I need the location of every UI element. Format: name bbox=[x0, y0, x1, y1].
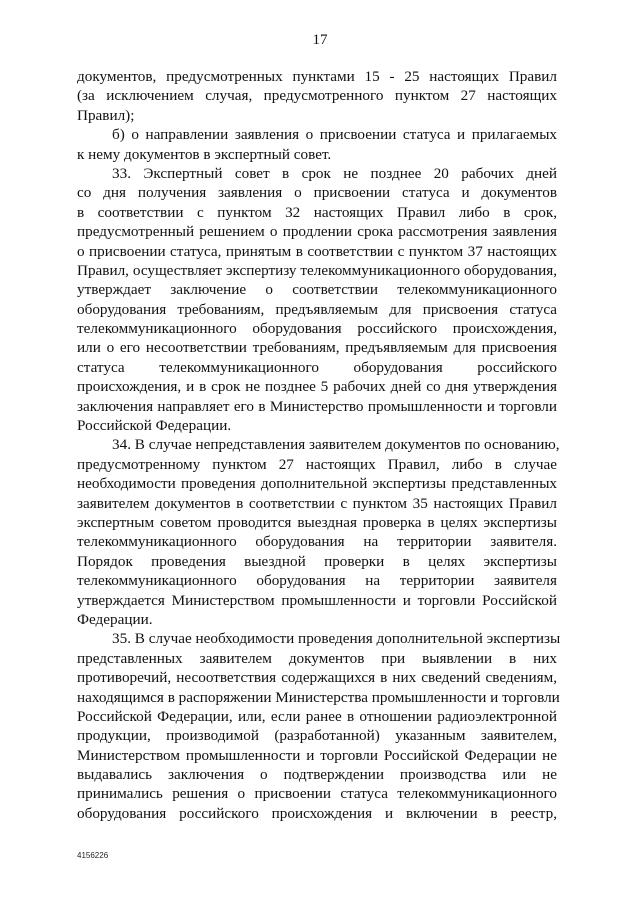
text-line: 34. В случае непредставления заявителем документов по основанию, bbox=[112, 436, 560, 454]
paragraph-35 bbox=[77, 629, 561, 823]
text-line: предусмотренному пунктом 27 настоящих Правил, либо в случае bbox=[77, 455, 557, 473]
text-line: 33. Экспертный совет в срок не позднее 20 рабочих дней bbox=[112, 164, 557, 182]
text-line: утверждается Министерством промышленности и торговли Российской bbox=[77, 591, 557, 609]
text-line: выдавались заключения о подтверждении производства или не bbox=[77, 766, 557, 784]
text-line: телекоммуникационного оборудования на территории заявителя. bbox=[77, 533, 557, 551]
text-line: о присвоении статуса, принятым в соответствии с пунктом 37 настоящих bbox=[77, 242, 557, 260]
text-line: Российской Федерации, или, если ранее в отношении радиоэлектронной bbox=[77, 707, 557, 725]
text-line: необходимости проведения дополнительной экспертизы представленных bbox=[77, 475, 557, 493]
text-line: происхождения, и в срок не позднее 5 рабочих дней со дня утверждения bbox=[77, 378, 557, 396]
text-line: телекоммуникационного оборудования российского происхождения, bbox=[77, 320, 557, 338]
text-line: статуса телекоммуникационного оборудования российского bbox=[77, 358, 557, 376]
page-number: 17 bbox=[312, 32, 328, 48]
text-line: Порядок проведения выездной проверки в целях экспертизы bbox=[77, 552, 557, 570]
text-line: продукции, производимой (разработанной) указанным заявителем, bbox=[77, 727, 557, 745]
document-body bbox=[77, 67, 561, 823]
text-line: Министерством промышленности и торговли Российской Федерации не bbox=[77, 746, 557, 764]
text-line: находящимся в распоряжении Министерства промышленности и торговли bbox=[77, 688, 560, 706]
text-line: Правил, осуществляет экспертизу телекоммуникационного оборудования, bbox=[77, 261, 557, 279]
text-line: представленных заявителем документов при выявлении в них bbox=[77, 649, 557, 667]
text-line: Федерации. bbox=[77, 610, 153, 628]
text-line: оборудования требованиям, предъявляемым для присвоения статуса bbox=[77, 300, 557, 318]
text-line: со дня получения заявления о присвоении статуса и документов bbox=[77, 184, 557, 202]
text-line: Правил); bbox=[77, 106, 135, 124]
document-id: 4156226 bbox=[77, 851, 109, 860]
text-line: заявителем документов в соответствии с пунктом 35 настоящих Правил bbox=[77, 494, 557, 512]
text-line: б) о направлении заявления о присвоении статуса и прилагаемых bbox=[112, 126, 557, 144]
text-line: в соответствии с пунктом 32 настоящих Правил либо в срок, bbox=[77, 203, 557, 221]
text-line: оборудования российского происхождения и включении в реестр, bbox=[77, 804, 557, 822]
text-line: к нему документов в экспертный совет. bbox=[77, 145, 332, 163]
text-line: предусмотренный решением о продлении срока рассмотрения заявления bbox=[77, 223, 557, 241]
text-line: экспертным советом проводится выездная проверка в целях экспертизы bbox=[77, 513, 557, 531]
paragraph-continuation bbox=[77, 67, 557, 125]
text-line: (за исключением случая, предусмотренного пунктом 27 настоящих bbox=[77, 87, 557, 105]
text-line: противоречий, несоответствия содержащихся в них сведений сведениям, bbox=[77, 669, 557, 687]
text-line: принимались решения о присвоении статуса телекоммуникационного bbox=[77, 785, 557, 803]
text-line: заключения направляет его в Министерство промышленности и торговли bbox=[77, 397, 557, 415]
paragraph-b bbox=[77, 125, 557, 164]
paragraph-34 bbox=[77, 435, 560, 629]
paragraph-33 bbox=[77, 164, 557, 435]
text-line: или о его несоответствии требованиям, предъявляемым для присвоения bbox=[77, 339, 557, 357]
text-line: документов, предусмотренных пунктами 15 - 25 настоящих Правил bbox=[77, 68, 557, 85]
text-line: утверждает заключение о соответствии телекоммуникационного bbox=[77, 281, 557, 299]
text-line: Российской Федерации. bbox=[77, 417, 232, 435]
text-line: телекоммуникационного оборудования на территории заявителя bbox=[77, 572, 557, 590]
text-line: 35. В случае необходимости проведения дополнительной экспертизы bbox=[112, 630, 561, 648]
